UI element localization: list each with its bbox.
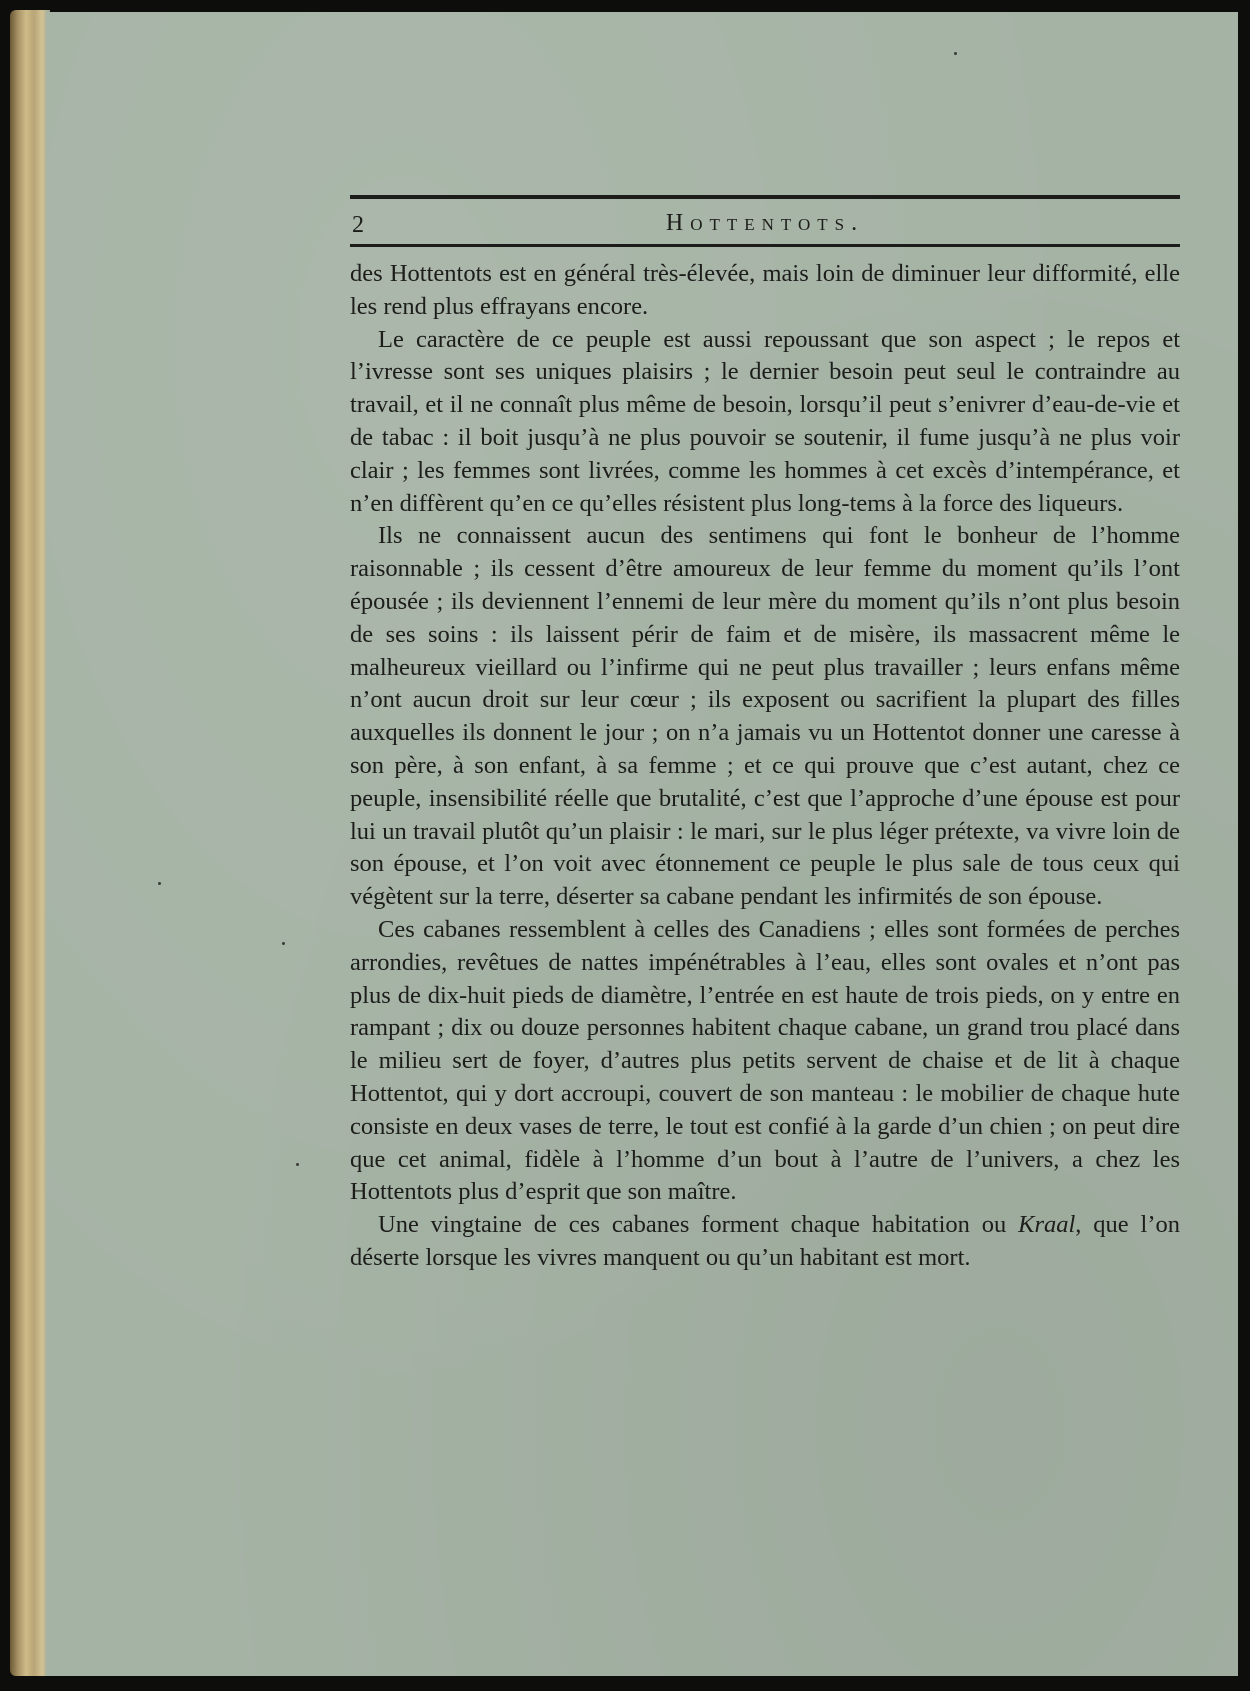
paper-speck — [296, 1163, 299, 1166]
body-text — [350, 258, 1180, 1275]
page-edge-stack — [10, 10, 50, 1676]
header-rule-bottom — [350, 244, 1180, 247]
italic-term: Kraal — [1018, 1211, 1076, 1239]
paragraph-lead: Une vingtaine de ces cabanes forment chaque habitation ou — [378, 1211, 1019, 1239]
paper-speck — [158, 882, 161, 885]
running-title: Hottentots. — [665, 210, 865, 236]
paragraph: des Hottentots est en général très-élevée, mais loin de diminuer leur difformité, elle les rend plus effrayans encore. — [350, 260, 1180, 320]
paper-speck — [282, 942, 285, 945]
page-number: 2 — [352, 212, 364, 238]
paragraph: Ces cabanes ressemblent à celles des Canadiens ; elles sont formées de perches arrondies, revêtues de nattes impénétrables à l’eau, elles sont ovales et n’ont pas plus de dix-huit pieds de diamètre, l’entrée en est haute de trois pieds, on y entre en rampant ; dix ou douze personnes habitent chaque cabane, un grand trou placé dans le milieu sert de foyer, d’autres plus petits servent de chaise et de lit à chaque Hottentot, qui y dort accroupi, couvert de son manteau : le mobilier de chaque hute consiste en deux vases de terre, le tout est confié à la garde d’un chien ; on peut dire que cet animal, fidèle à l’homme d’un bout à l’autre de l’univers, a chez les Hottentots plus d’esprit que son maître. — [350, 915, 1180, 1206]
paragraph: Ils ne connaissent aucun des sentimens qui font le bonheur de l’homme raisonnable ; ils cessent d’être amoureux de leur femme du moment qu’ils l’ont épousée ; ils deviennent l’ennemi de leur mère du moment qu’ils n’ont plus besoin de ses soins : ils laissent périr de faim et de misère, ils massacrent même le malheureux vieillard ou l’infirme qui ne peut plus travailler ; leurs enfans même n’ont aucun droit sur leur cœur ; ils exposent ou sacrifient la plupart des filles auxquelles ils donnent le jour ; on n’a jamais vu un Hottentot donner une caresse à son père, à son enfant, à sa femme ; et ce qui prouve que c’est autant, chez ce peuple, insensibilité réelle que brutalité, c’est que l’approche d’une épouse est pour lui un travail plutôt qu’un plaisir : le mari, sur le plus léger prétexte, va vivre loin de son épouse, et l’on voit avec étonnement ce peuple le plus sale de tous ceux qui végètent sur la terre, déserter sa cabane pendant les infirmités de son épouse. — [350, 522, 1180, 911]
paper-speck — [954, 52, 957, 55]
paragraph-tail: , que l’on déserte lorsque les vivres manquent ou qu’un habitant est mort. — [350, 1211, 1180, 1271]
header-rule-top — [350, 195, 1180, 199]
paragraph: Le caractère de ce peuple est aussi repoussant que son aspect ; le repos et l’ivresse sont ses uniques plaisirs ; le dernier besoin peut seul le contraindre au travail, et il ne connaît plus même de besoin, lorsqu’il peut s’enivrer d’eau-de-vie et de tabac : il boit jusqu’à ne plus pouvoir se soutenir, il fume jusqu’à ne plus voir clair ; les femmes sont livrées, comme les hommes à cet excès d’intempérance, et n’en diffèrent qu’en ce qu’elles résistent plus long-tems à la force des liqueurs. — [350, 325, 1180, 517]
paragraph — [350, 1209, 1180, 1275]
